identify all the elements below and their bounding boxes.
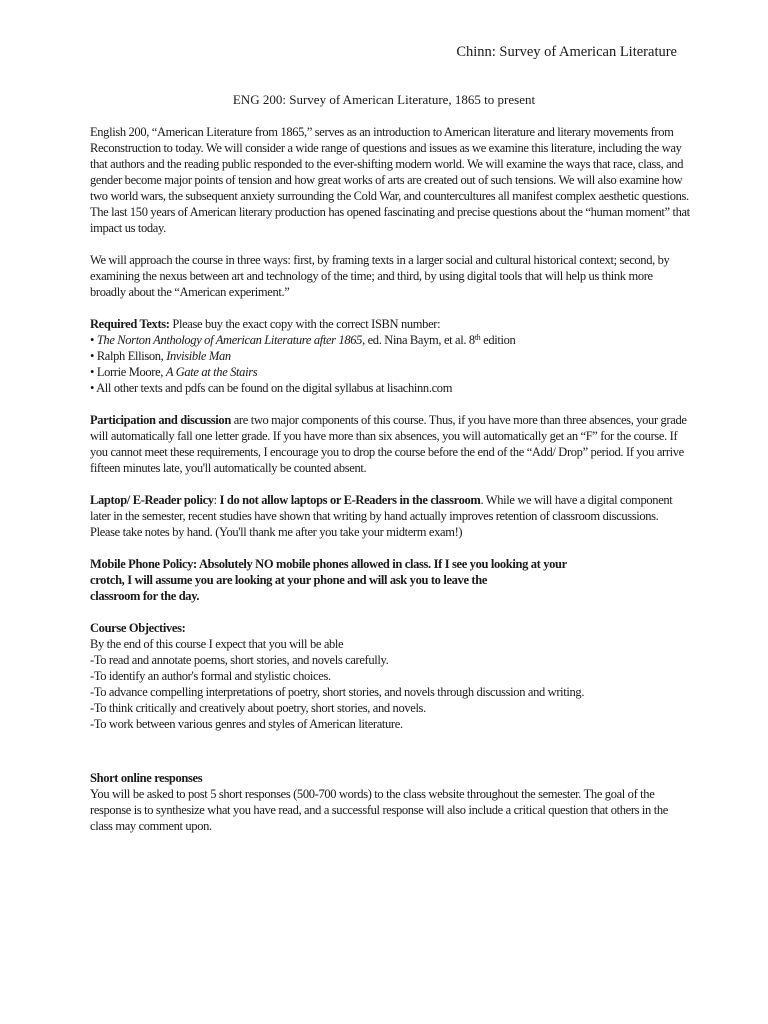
participation-heading: Participation and discussion <box>90 413 231 427</box>
required-texts-heading: Required Texts: <box>90 317 170 331</box>
list-item <box>90 348 690 364</box>
laptop-policy-heading: Laptop/ E-Reader policy <box>90 493 214 507</box>
bullet: • <box>90 349 97 363</box>
bullet: • <box>90 333 97 347</box>
bullet: • <box>90 381 97 395</box>
book-detail: , ed. Nina Baym, et al. 8 <box>362 333 475 347</box>
book-title: Invisible Man <box>166 349 231 363</box>
syllabus-body <box>90 124 690 834</box>
intro-paragraph: English 200, “American Literature from 1865,” serves as an introduction to American literature and literary movements from Reconstruction to today. We will consider a wide range of questions and issues as we examine this literature, including the way that authors and the reading public responded to the ever-shifting modern world. We will examine the ways that race, class, and gender become major points of tension and how great works of arts are created out of such tensions. We will also examine how two world wars, the subsequent anxiety surrounding the Cold War, and countercultures all manifest complex aesthetic questions. The last 150 years of American literary production has opened fascinating and precise questions about the “human moment” that impact us today. <box>90 125 690 235</box>
list-item <box>90 332 690 348</box>
running-header: Chinn: Survey of American Literature <box>456 44 677 60</box>
list-item <box>90 380 690 396</box>
edition-superscript: th <box>474 333 481 342</box>
objective-line: -To think critically and creatively about poetry, short stories, and novels. <box>90 701 426 715</box>
phone-policy <box>90 556 690 604</box>
objective-line: -To read and annotate poems, short stories, and novels carefully. <box>90 653 389 667</box>
objective-line: -To identify an author's formal and stylistic choices. <box>90 669 331 683</box>
responses-heading: Short online responses <box>90 771 203 785</box>
participation-paragraph <box>90 412 690 476</box>
short-responses-section <box>90 770 690 834</box>
objective-line: By the end of this course I expect that you will be able <box>90 637 344 651</box>
book-title: A Gate at the Stairs <box>165 365 258 379</box>
book-title: The Norton Anthology of American Literature after 1865 <box>96 333 363 347</box>
document-title: ENG 200: Survey of American Literature, 1865 to present <box>232 92 536 107</box>
laptop-policy-statement: I do not allow laptops or E-Readers in the classroom <box>219 493 481 507</box>
phone-policy-line: crotch, I will assume you are looking at your phone and will ask you to leave the <box>90 573 488 587</box>
objective-line: -To work between various genres and styles of American literature. <box>90 717 403 731</box>
phone-policy-line: classroom for the day. <box>90 589 200 603</box>
digital-syllabus-note: All other texts and pdfs can be found on the digital syllabus at lisachinn.com <box>96 381 453 395</box>
approach-paragraph: We will approach the course in three ways: first, by framing texts in a larger social and cultural historical context; second, by examining the nexus between art and technology of the time; and third, by using digital tools that will help us think more broadly about the “American experiment.” <box>90 253 670 299</box>
laptop-policy-text: . While we will have a digital component later in the semester, recent studies have shown that writing by hand actually improves retention of classroom discussions. Please take notes by hand. (You'll thank me after you take your midterm exam!) <box>90 493 673 539</box>
participation-text: are two major components of this course. Thus, if you have more than three absences, your grade will automatically fall one letter grade. If you have more than six absences, you will automatically get an “F” for the course. If you cannot meet these requirements, I encourage you to drop the course before the end of the “Add/ Drop” period. If you arrive fifteen minutes late, you'll automatically be counted absent. <box>90 413 687 475</box>
objective-line: -To advance compelling interpretations of poetry, short stories, and novels through discussion and writing. <box>90 685 585 699</box>
bullet: • <box>90 365 97 379</box>
objectives-heading: Course Objectives: <box>90 621 186 635</box>
book-author: Lorrie Moore, <box>96 365 166 379</box>
required-texts-section <box>90 316 690 396</box>
responses-text: You will be asked to post 5 short responses (500-700 words) to the class website throughout the semester. The goal of the response is to synthesize what you have read, and a successful response will also include a critical question that others in the class may comment upon. <box>90 787 668 833</box>
list-item <box>90 364 690 380</box>
book-author: Ralph Ellison, <box>96 349 167 363</box>
course-objectives <box>90 620 690 732</box>
laptop-policy-paragraph <box>90 492 690 540</box>
book-edition: edition <box>480 333 516 347</box>
laptop-policy-colon: : <box>213 493 220 507</box>
phone-policy-line: Mobile Phone Policy: Absolutely NO mobile phones allowed in class. If I see you looking at your <box>90 557 567 571</box>
required-texts-intro: Please buy the exact copy with the correct ISBN number: <box>169 317 441 331</box>
